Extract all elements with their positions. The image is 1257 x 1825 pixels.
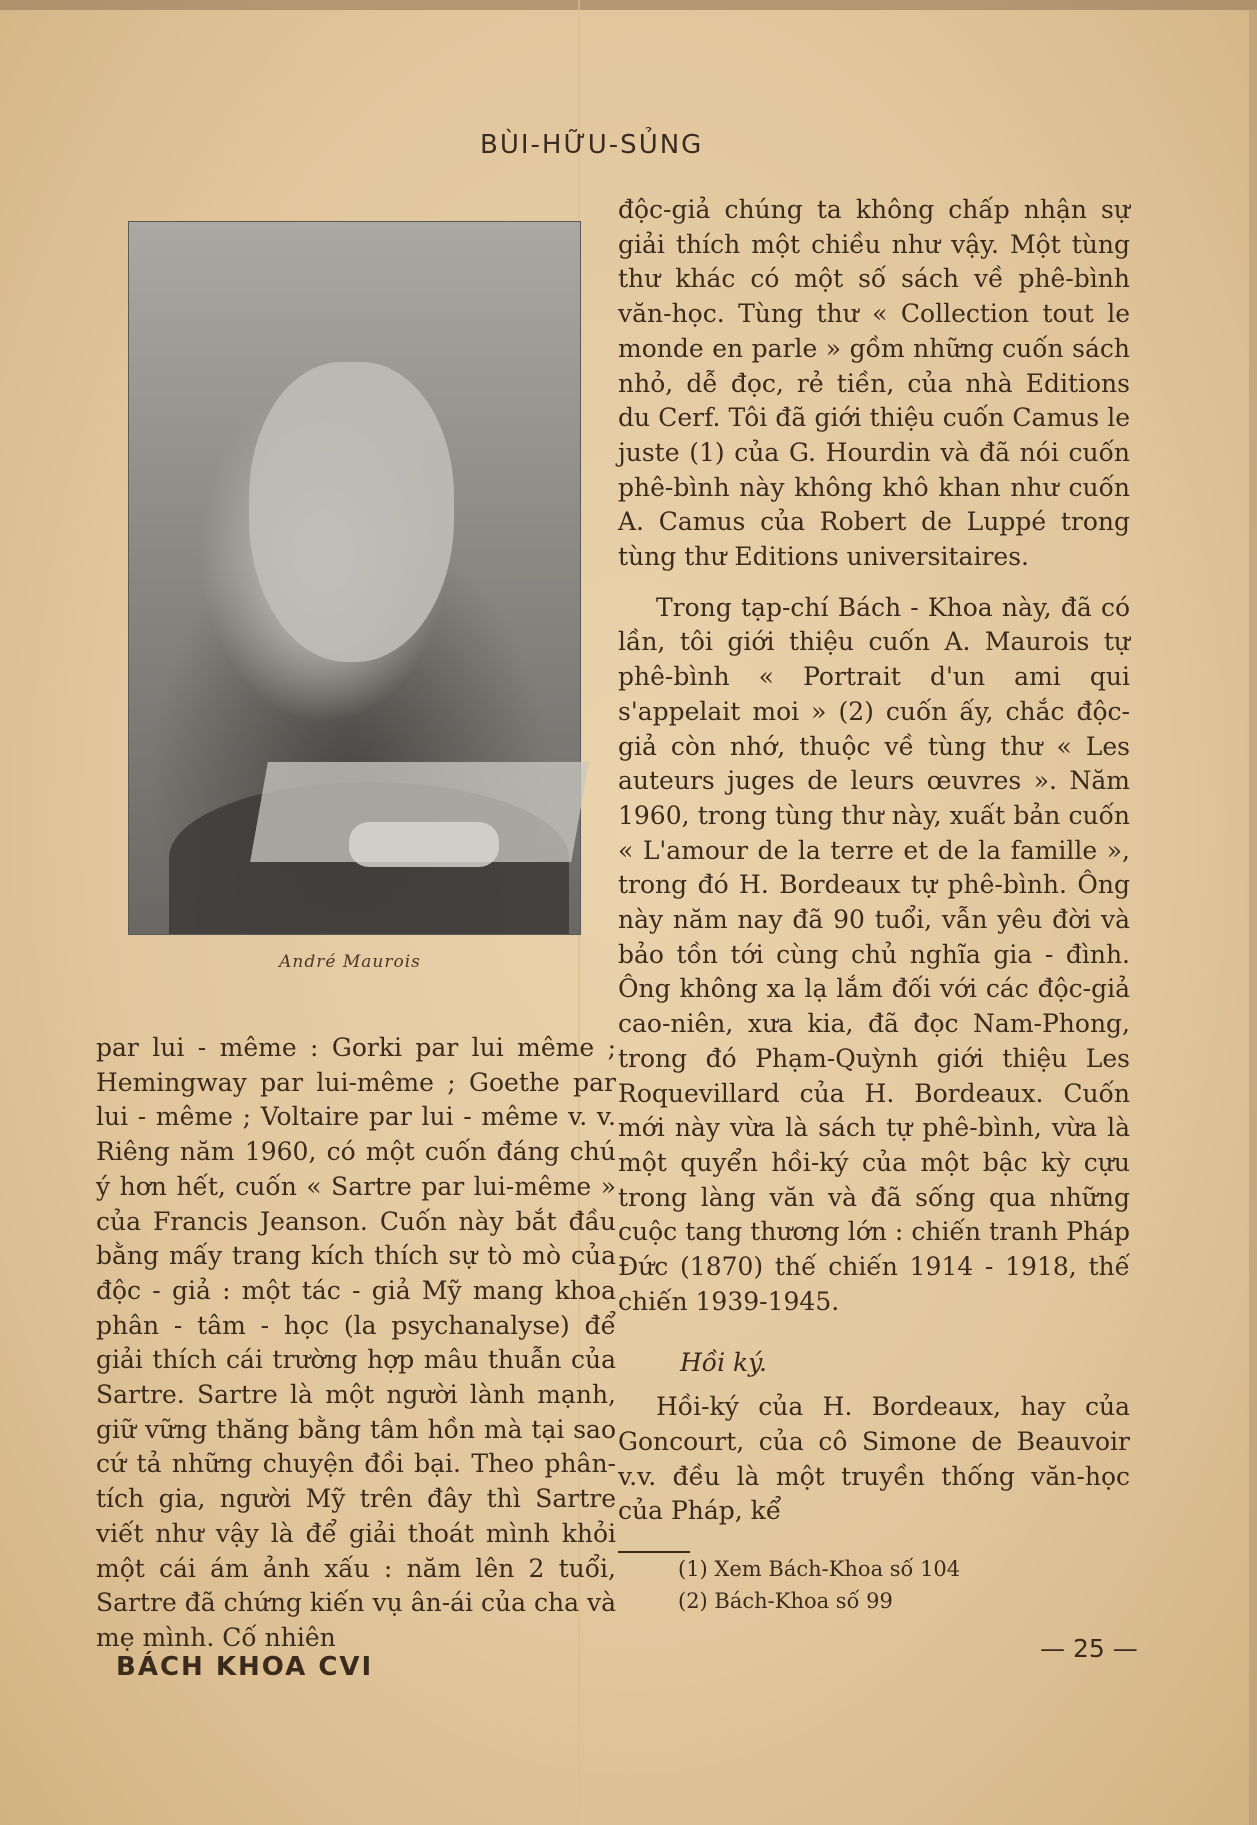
paragraph-1: độc-giả chúng ta không chấp nhận sự giải thích một chiều như vậy. Một tùng thư khác có một số sách về phê-bình văn-học. Tùng thư « Collection tout le monde en parle » gồm những cuốn sách nhỏ, dễ đọc, rẻ tiền, của nhà Editions du Cerf. Tôi đã giới thiệu cuốn Camus le juste (1) của G. Hourdin và đã nói cuốn phê-bình này không khô khan như cuốn A. Camus của Robert de Luppé trong tùng thư Editions universitaires.: [618, 195, 1130, 572]
left-text-column: [96, 1031, 616, 1656]
author-portrait-photo: [128, 221, 581, 935]
right-text-column: [618, 193, 1130, 1617]
paragraph-2: Trong tạp-chí Bách - Khoa này, đã có lần, tôi giới thiệu cuốn A. Maurois tự phê-bình « Portrait d'un ami qui s'appelait moi » (2) cuốn ấy, chắc độc-giả còn nhớ, thuộc về tùng thư « Les auteurs juges de leurs œuvres ». Năm 1960, trong tùng thư này, xuất bản cuốn « L'amour de la terre et de la famille », trong đó H. Bordeaux tự phê-bình. Ông này năm nay đã 90 tuổi, vẫn yêu đời và bảo tồn tới cùng chủ nghĩa gia - đình. Ông không xa lạ lắm đối với các độc-giả cao-niên, xưa kia, đã đọc Nam-Phong, trong đó Phạm-Quỳnh giới thiệu Les Roquevillard của H. Bordeaux. Cuốn mới này vừa là sách tự phê-bình, vừa là một quyển hồi-ký của một bậc kỳ cựu trong làng văn và đã sống qua những cuộc tang thương lớn : chiến tranh Pháp Đức (1870) thế chiến 1914 - 1918, thế chiến 1939-1945.: [618, 592, 1130, 1316]
footnote-2: (2) Bách-Khoa số 99: [678, 1589, 893, 1614]
page-top-edge: [0, 0, 1257, 10]
footnote-1: (1) Xem Bách-Khoa số 104: [678, 1557, 961, 1582]
portrait-head: [249, 362, 454, 662]
left-column-paragraph: par lui - même : Gorki par lui même ; Hemingway par lui-même ; Goethe par lui - même ; Voltaire par lui - même v. v. Riêng năm 1960, có một cuốn đáng chú ý hơn hết, cuốn « Sartre par lui-même » của Francis Jeanson. Cuốn này bắt đầu bằng mấy trang kích thích sự tò mò của độc - giả : một tác - giả Mỹ mang khoa phân - tâm - học (la psychanalyse) để giải thích cái trường hợp mâu thuẫn của Sartre. Sartre là một người lành mạnh, giữ vững thăng bằng tâm hồn mà tại sao cứ tả những chuyện đồi bại. Theo phân-tích gia, người Mỹ trên đây thì Sartre viết như vậy là để giải thoát mình khỏi một cái ám ảnh xấu : năm lên 2 tuổi, Sartre đã chứng kiến vụ ân-ái của cha và mẹ mình. Cố nhiên: [96, 1033, 616, 1652]
page-right-edge: [1249, 0, 1257, 1825]
photo-caption: André Maurois: [279, 952, 421, 972]
footer-magazine-name: BÁCH KHOA CVI: [116, 1652, 374, 1682]
running-header-author: BÙI-HỮU-SỦNG: [480, 130, 704, 160]
page-number: — 25 —: [1040, 1634, 1138, 1663]
section-subheading: Hồi ký.: [680, 1347, 767, 1377]
paragraph-3: Hồi-ký của H. Bordeaux, hay của Goncourt, của cô Simone de Beauvoir v.v. đều là một truyền thống văn-học của Pháp, kể: [618, 1392, 1130, 1526]
portrait-hands: [349, 822, 499, 867]
